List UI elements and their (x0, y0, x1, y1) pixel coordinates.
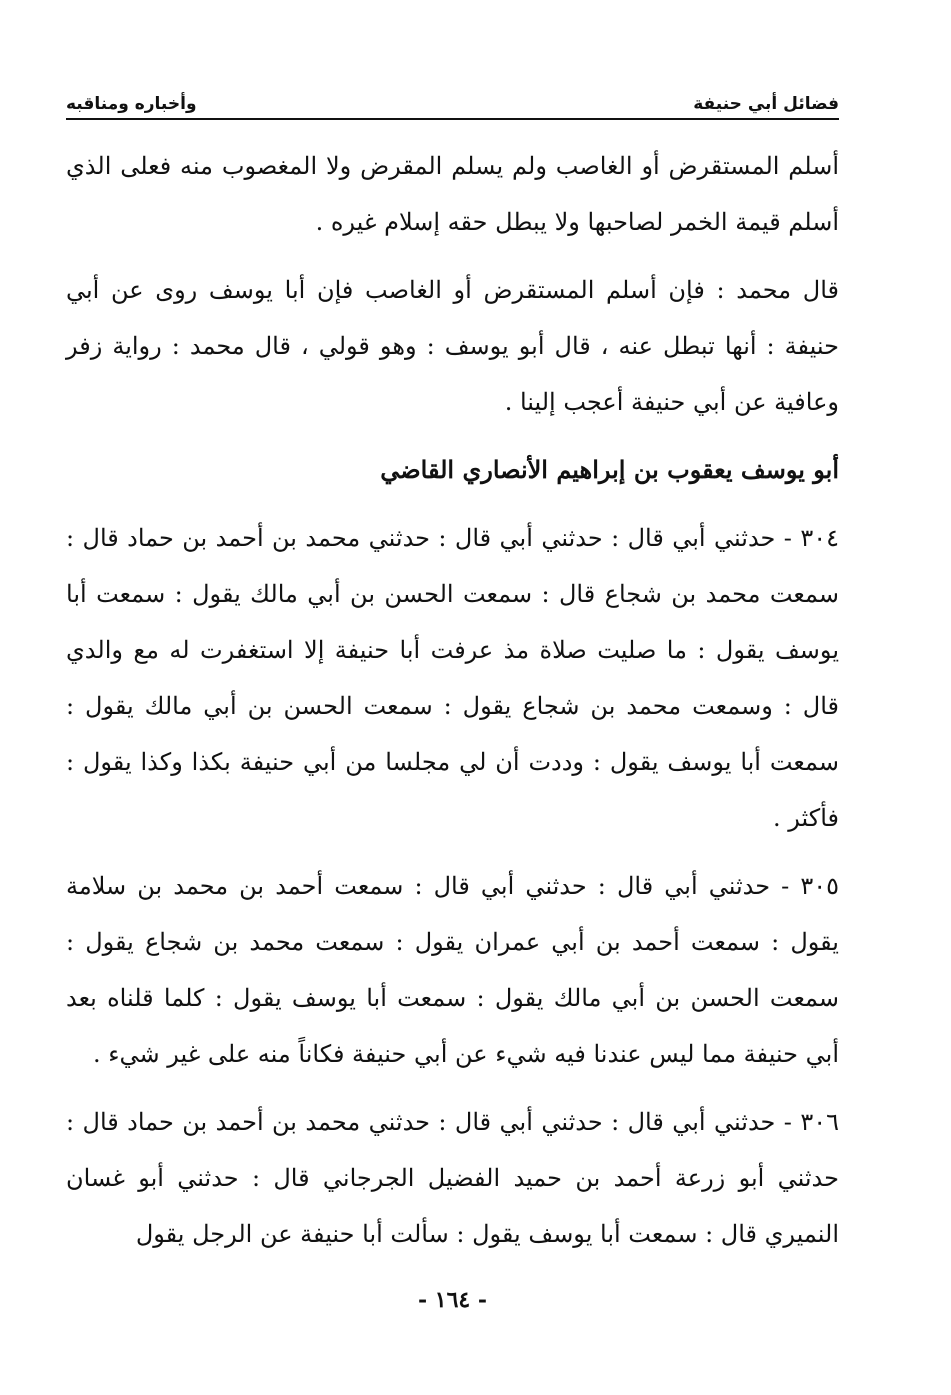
body-text (66, 138, 839, 1274)
header-book-title: فضائل أبي حنيفة (693, 94, 839, 114)
paragraph-304: ٣٠٤ - حدثني أبي قال : حدثني أبي قال : حدثني محمد بن أحمد بن حماد قال : سمعت محمد بن شجاع قال : سمعت الحسن بن أبي مالك يقول : سمعت أبا يوسف يقول : ما صليت صلاة مذ عرفت أبا حنيفة إلا استغفرت له مع والدي قال : وسمعت محمد بن شجاع يقول : سمعت الحسن بن أبي مالك يقول : سمعت أبا يوسف يقول : وددت أن لي مجلسا من أبي حنيفة بكذا وكذا يقول : فأكثر . (66, 524, 839, 832)
paragraph-continuation: أسلم المستقرض أو الغاصب ولم يسلم المقرض ولا المغصوب منه فعلى الذي أسلم قيمة الخمر لصاحبها ولا يبطل حقه إسلام غيره . (66, 152, 839, 236)
paragraph-306: ٣٠٦ - حدثني أبي قال : حدثني أبي قال : حدثني محمد بن أحمد بن حماد قال : حدثني أبو زرعة أحمد بن حميد الفضيل الجرجاني قال : حدثني أبو غسان النميري قال : سمعت أبا يوسف يقول : سألت أبا حنيفة عن الرجل يقول (66, 1108, 839, 1248)
paragraph-305: ٣٠٥ - حدثني أبي قال : حدثني أبي قال : سمعت أحمد بن محمد بن سلامة يقول : سمعت أحمد بن أبي عمران يقول : سمعت محمد بن شجاع يقول : سمعت الحسن بن أبي مالك يقول : سمعت أبا يوسف يقول : كلما قلناه بعد أبي حنيفة مما ليس عندنا فيه شيء عن أبي حنيفة فكاناً منه على غير شيء . (66, 872, 839, 1068)
running-header (66, 84, 839, 114)
header-subtitle: وأخباره ومناقبه (66, 94, 197, 114)
page-number: - ١٦٤ - (417, 1287, 488, 1313)
section-heading: أبو يوسف يعقوب بن إبراهيم الأنصاري القاضي (380, 455, 839, 484)
header-rule (66, 118, 839, 120)
paragraph-muhammad-saying: قال محمد : فإن أسلم المستقرض أو الغاصب فإن أبا يوسف روى عن أبي حنيفة : أنها تبطل عنه ، قال أبو يوسف : وهو قولي ، قال محمد : رواية زفر وعافية عن أبي حنيفة أعجب إلينا . (66, 276, 839, 416)
